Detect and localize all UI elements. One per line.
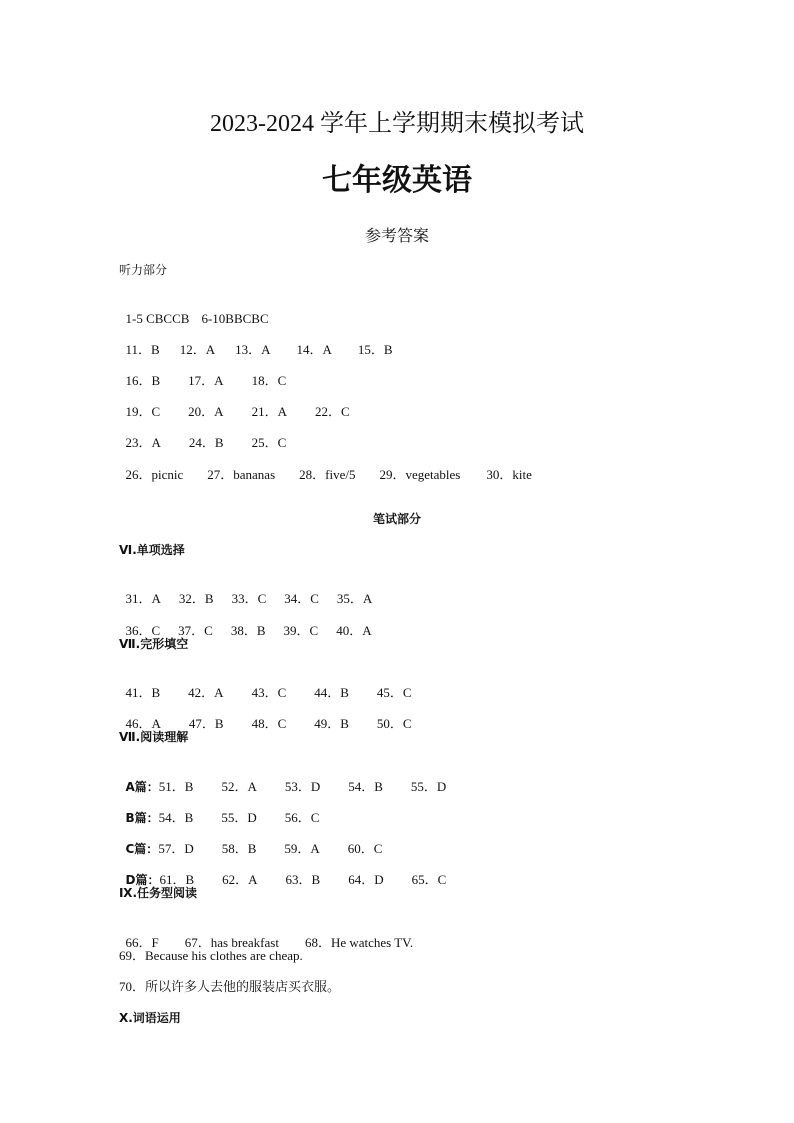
answer-item: 6-10BBCBC — [201, 311, 269, 326]
answer-item: 54．B — [348, 779, 383, 794]
answer-item: 56．C — [284, 810, 320, 825]
answer-item: 31．A — [125, 591, 161, 606]
answer-item: 50．C — [376, 716, 412, 731]
answer-item: 64．D — [348, 872, 384, 887]
answer-item: 59．A — [284, 841, 320, 856]
answer-item: 26．picnic — [125, 467, 184, 482]
answer-item: 65．C — [411, 872, 447, 887]
answer-item: 34．C — [284, 591, 319, 606]
section-title-single-choice: Ⅵ.单项选择 — [119, 543, 185, 557]
answer-item: 45．C — [376, 685, 412, 700]
answer-item: 42．A — [188, 685, 224, 700]
answer-item: 38．B — [230, 623, 266, 638]
answer-row — [119, 572, 372, 608]
answer-line-69: 69．Because his clothes are cheap. — [119, 948, 303, 963]
answer-row — [119, 416, 286, 452]
passage-label: C篇： — [125, 842, 159, 856]
answer-item: 22．C — [314, 404, 350, 419]
answer-item: 54．B — [158, 810, 194, 825]
answer-item: 47．B — [188, 716, 224, 731]
answer-item: 39．C — [283, 623, 319, 638]
answer-item: 55．D — [221, 810, 257, 825]
answer-item: 55．D — [410, 779, 447, 794]
answer-item: 37．C — [178, 623, 213, 638]
answer-item: 60．C — [347, 841, 383, 856]
answer-item: 24．B — [188, 435, 224, 450]
answer-item: 44．B — [314, 685, 349, 700]
section-title-reading: Ⅶ.阅读理解 — [119, 730, 189, 744]
answer-item: 18．C — [251, 373, 287, 388]
answer-item: 67．has breakfast — [184, 935, 279, 950]
answer-item: 16．B — [125, 373, 161, 388]
section-title-word-use: Ⅹ.词语运用 — [119, 1011, 181, 1025]
answer-item: 23．A — [125, 435, 161, 450]
answer-item: 21．A — [251, 404, 287, 419]
answer-item: 63．B — [285, 872, 321, 887]
exam-title: 2023-2024 学年上学期期末模拟考试 — [210, 111, 584, 137]
answer-item: 27．bananas — [207, 467, 276, 482]
answer-item: 13．A — [235, 342, 271, 357]
answer-item: 29．vegetables — [379, 467, 461, 482]
section-title-task-reading: Ⅸ.任务型阅读 — [119, 886, 198, 900]
answer-item: 15．B — [357, 342, 393, 357]
answer-item: 51．B — [158, 779, 194, 794]
answer-item: 32．B — [178, 591, 214, 606]
answer-item: 19．C — [125, 404, 161, 419]
section-title-cloze: Ⅶ.完形填空 — [119, 637, 189, 651]
answer-item: 49．B — [314, 716, 349, 731]
subject-title: 七年级英语 — [322, 163, 472, 198]
answer-item: 46．A — [125, 716, 161, 731]
answer-line-70-text: 70．所以许多人去他的服装店买衣服。 — [119, 979, 341, 994]
answer-item: 28．five/5 — [299, 467, 356, 482]
answer-item: 58．B — [221, 841, 257, 856]
answer-item: 1-5 CBCCB — [125, 311, 190, 326]
answer-item: 35．A — [336, 591, 373, 606]
answer-item: 14．A — [296, 342, 332, 357]
answer-item: 48．C — [251, 716, 287, 731]
answer-item: 41．B — [125, 685, 161, 700]
passage-label: D篇： — [125, 873, 160, 887]
answer-item: 12．A — [179, 342, 216, 357]
answer-item: 40．A — [336, 623, 372, 638]
answer-item: 52．A — [221, 779, 257, 794]
answer-line-70 — [119, 978, 340, 996]
answer-item: 36．C — [125, 623, 161, 638]
listening-heading: 听力部分 — [119, 263, 168, 277]
answer-row — [119, 448, 532, 484]
answer-item: 11．B — [125, 342, 160, 357]
answer-item: 53．D — [284, 779, 321, 794]
answer-item: 43．C — [251, 685, 287, 700]
written-heading: 笔试部分 — [372, 512, 421, 526]
answer-item: 66．F — [125, 935, 159, 950]
answer-item: 62．A — [222, 872, 258, 887]
passage-label: B篇： — [125, 811, 159, 825]
answer-key-subtitle: 参考答案 — [364, 226, 429, 245]
answer-item: 57．D — [158, 841, 194, 856]
answer-item: 17．A — [188, 373, 224, 388]
answer-item: 30．kite — [486, 467, 532, 482]
passage-label: A篇： — [125, 780, 159, 794]
answer-item: 20．A — [188, 404, 224, 419]
answer-item: 68．He watches TV. — [304, 935, 414, 950]
answer-item: 33．C — [231, 591, 267, 606]
answer-item: 61．B — [159, 872, 195, 887]
answer-item: 25．C — [251, 435, 287, 450]
